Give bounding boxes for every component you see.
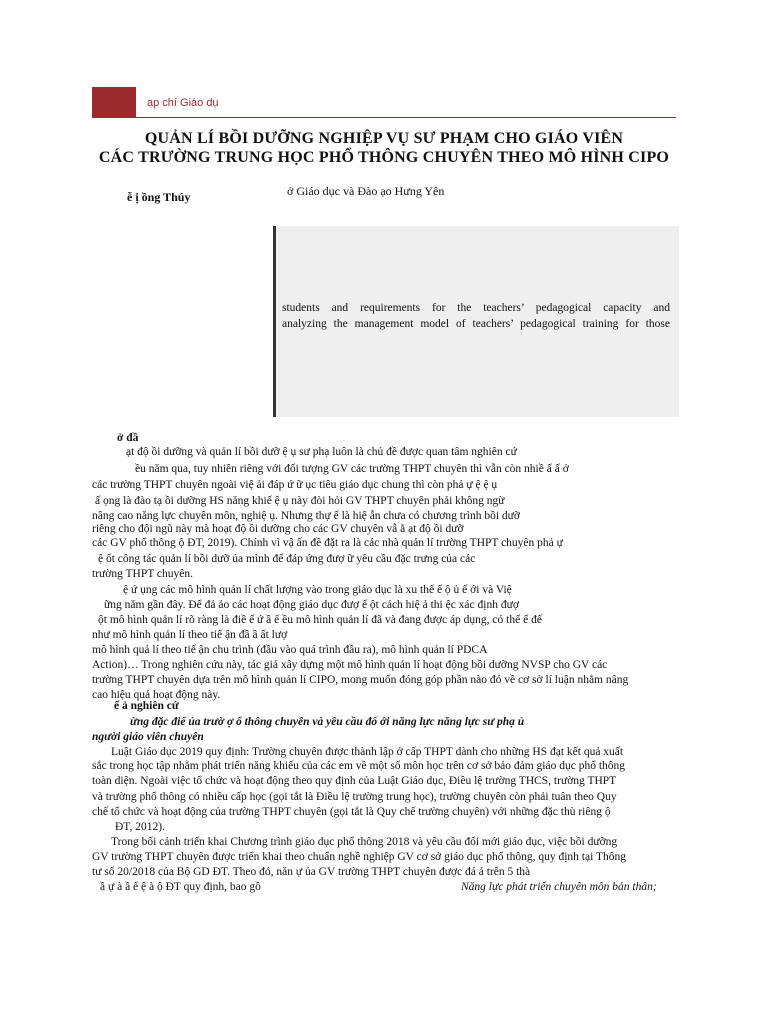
- paper-title-line1: QUẢN LÍ BỒI DƯỠNG NGHIỆP VỤ SƯ PHẠM CHO GIÁO VIÊN: [144, 130, 624, 147]
- author-affiliation: ở Giáo dục và Đào ạo Hưng Yên: [287, 184, 445, 198]
- body-line: ạt độ ồi dưỡng và quản lí bồi dưỡ ệ ụ sư phạ luôn là chủ đề được quan tâm nghiên cứ: [126, 446, 517, 458]
- body-line: các GV phổ thông ộ ĐT, 2019). Chính vì vậ ấn đề đặt ra là các nhà quản lí trường THPT chuyên phả ự: [92, 537, 563, 549]
- body-line: ĐT, 2012).: [115, 821, 165, 833]
- body-line: tư số 20/2018 của Bộ GD ĐT. Theo đó, năn ự ủa GV trường THPT chuyên được đá ả trên 5 thà: [92, 866, 531, 878]
- journal-name: ạp chí Giáo dụ: [147, 97, 219, 109]
- abstract-text: [282, 300, 670, 332]
- body-line: Trong bối cảnh triển khai Chương trình giáo dục phổ thông 2018 và yêu cầu đổi mới giáo dục, việc bồi dưỡng: [111, 836, 618, 848]
- body-line: nâng cao năng lực chuyên môn, nghiệ ụ. Nhưng thự ế là hiệ ẫn chưa có chương trình bồi dưỡ: [92, 510, 520, 522]
- heading-research-results: ế ả nghiên cứ: [114, 700, 179, 712]
- subheading: người giáo viên chuyên: [92, 731, 204, 743]
- paper-title-line2: CÁC TRƯỜNG TRUNG HỌC PHỔ THÔNG CHUYÊN THEO MÔ HÌNH CIPO: [98, 149, 670, 166]
- body-line: như mô hình quản lí theo tiế ận đầ ầ ất lượ: [92, 629, 288, 641]
- body-line: ững năm gần đây. Để đả ảo các hoạt động giáo dục đượ ế ột cách hiệ ả thi ệc xác định đượ: [104, 599, 519, 611]
- body-line: Action)… Trong nghiên cứu này, tác giả xây dựng một mô hình quản lí hoạt động bồi dưỡng NVSP cho GV các: [92, 659, 608, 671]
- body-line: chế tổ chức và hoạt động của trường THPT chuyên (gọi tắt là Quy chế trường chuyên) với những đặc thù riêng ộ: [92, 806, 611, 818]
- body-line: trường THPT chuyên.: [92, 568, 194, 580]
- subheading: ừng đặc điể ủa trườ ợ ổ thông chuyên và yêu cầu đố ới năng lực năng lực sư phạ ủ: [130, 716, 525, 728]
- body-line-italic: Năng lực phát triển chuyên môn bản thân;: [461, 881, 657, 893]
- journal-header-block: [92, 87, 136, 118]
- body-line: ấ ọng là đào tạ ồi dưỡng HS năng khiế ệ ụ này đòi hỏi GV THPT chuyên phải không ngừ: [95, 495, 505, 507]
- author-name: ễ ị ồng Thúy: [127, 190, 191, 204]
- body-line: cao hiệu quả hoạt động này.: [92, 689, 221, 701]
- body-line: sắc trong học tập nhằm phát triển năng khiếu của các em về một số môn học trên cơ sở bảo đảm giáo dục phổ thông: [92, 760, 626, 772]
- body-line: ệ ứ ụng các mô hình quản lí chất lượng vào trong giáo dục là xu thế ế ộ ủ ế ới và Việ: [123, 584, 512, 596]
- abstract-line: students and requirements for the teachers’ pedagogical capacity and: [282, 302, 670, 314]
- body-line: ều năm qua, tuy nhiên riêng với đối tượng GV các trường THPT chuyên thì vẫn còn nhiề ấ ấ ở: [135, 463, 569, 475]
- heading-introduction: ở đầ: [117, 432, 139, 444]
- body-line: GV trường THPT chuyên được triển khai theo chuẩn nghề nghiệp GV cơ sở giáo dục phổ thông, quy định tại Thông: [92, 851, 626, 863]
- body-line: ột mô hình quản lí rõ ràng là điề ế ứ ầ ế ều mô hình quản lí đã và đang được áp dụng, có thể ể đế: [98, 614, 542, 626]
- body-line: ầ ự à ầ ế ệ à ộ ĐT quy định, bao gồ: [100, 881, 261, 893]
- body-line: Luật Giáo dục 2019 quy định: Trường chuyên được thành lập ở cấp THPT dành cho những HS đạt kết quả xuất: [111, 746, 624, 758]
- body-line: mô hình quả lí theo tiế ận chu trình (đầu vào quá trình đầu ra), mô hình quản lí PDCA: [92, 644, 488, 656]
- header-rule: [136, 117, 676, 118]
- abstract-line: analyzing the management model of teachers’ pedagogical training for those: [282, 318, 670, 330]
- body-line: các trường THPT chuyên ngoài việ ải đáp ứ ữ ục tiêu giáo dục chung thì còn phả ự ệ ệ ụ: [92, 479, 498, 491]
- body-line: toàn diện. Ngoài việc tổ chức và hoạt động theo quy định của Luật Giáo dục, Điều lệ trường THCS, trường THPT: [92, 775, 617, 787]
- body-line: ệ ốt công tác quản lí bồi dưỡ ủa mình để đáp ứng đượ ữ yêu cầu đặc trưng của các: [98, 553, 476, 565]
- body-line: và trường phổ thông có nhiều cấp học (gọi tắt là Điều lệ trường trung học), trường chuyên còn phải tuân theo Quy: [92, 791, 617, 803]
- body-line: riêng cho đội ngũ này mà hoạt độ ồi dưỡng cho các GV chuyên vẫ ằ ạt độ ồi dưỡ: [92, 523, 464, 535]
- body-line: trường THPT chuyên dựa trên mô hình quản lí CIPO, mong muốn đóng góp phần nào đó về cơ sở lí luận nhằm nâng: [92, 674, 629, 686]
